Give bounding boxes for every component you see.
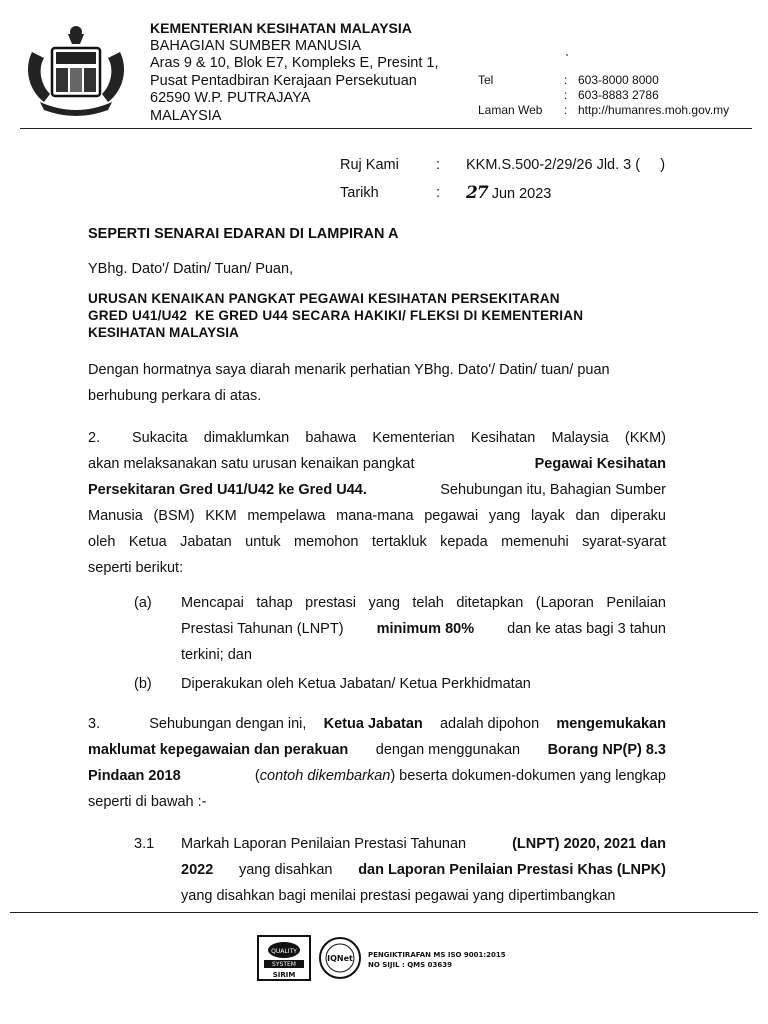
item-a-label: (a) [134,595,152,611]
tel-row-2 [478,88,729,103]
p2-line: oleh Ketua Jabatan untuk memohon tertakluk kepada memenuhi syarat-syarat [88,534,666,550]
subject-line: KESIHATAN MALAYSIA [88,325,239,340]
tarikh-row [340,179,665,208]
p2-line: akan melaksanakan satu urusan kenaikan pangkat Pegawai Kesihatan [88,456,666,472]
footer-divider [10,912,758,913]
colon: : [436,185,441,201]
paragraph-number: 3. [88,716,101,732]
paragraph-3 [88,711,666,815]
web-url-link[interactable]: http://humanres.moh.gov.my [578,103,730,117]
web-row [478,103,729,118]
reference-block [340,151,665,208]
logo-quality-text: QUALITY [271,948,297,955]
ministry-name: KEMENTERIAN KESIHATAN MALAYSIA [150,20,412,36]
item-3-1-number: 3.1 [134,836,155,852]
tel-value-2: 603-8883 2786 [578,88,659,102]
item-3-1-text: Markah Laporan Penilaian Prestasi Tahunan (LNPT) 2020, 2021 dan 2022 yang disahkan dan Laporan Penilaian Prestasi Khas (LNPK) yang disahkan bagi menilai prestasi pegawai yang dipertimbangkan [181,836,666,904]
address-line: Pusat Pentadbiran Kerajaan Persekutuan [150,72,417,89]
salutation: YBhg. Dato'/ Datin/ Tuan/ Puan, [88,261,294,277]
p2-line: Manusia (BSM) KKM mempelawa mana-mana pegawai yang layak dan diperaku [88,508,666,524]
logo-system-text: SYSTEM [272,961,296,968]
p2-line: Persekitaran Gred U41/U42 ke Gred U44. Sehubungan itu, Bahagian Sumber [88,482,666,498]
subject-line: GRED U41/U42 KE GRED U44 SECARA HAKIKI/ FLEKSI DI KEMENTERIAN [88,308,584,323]
colon: : [564,73,568,87]
ruj-row [340,151,665,179]
paragraph-2 [88,425,666,581]
tarikh-label: Tarikh [340,185,379,201]
subject-line: URUSAN KENAIKAN PANGKAT PEGAWAI KESIHATAN PERSEKITARAN [88,291,560,306]
item-a-text: Mencapai tahap prestasi yang telah ditetapkan (Laporan Penilaian Prestasi Tahunan (LNPT) minimum 80% dan ke atas bagi 3 tahun terkini; dan [181,595,666,663]
logo-iqnet-text: IQNet [327,954,353,963]
p3-line: 3. Sehubungan dengan ini, Ketua Jabatan adalah dipohon mengemukakan [88,711,666,737]
tel-label: Tel [478,73,494,87]
ruj-label: Ruj Kami [340,157,399,173]
tel-value-1: 603-8000 8000 [578,73,659,87]
division-name: BAHAGIAN SUMBER MANUSIA [150,37,362,54]
cert-line: NO SIJIL : QMS 03639 [368,961,452,969]
p3-line: maklumat kepegawaian dan perakuan dengan menggunakan Borang NP(P) 8.3 [88,742,666,758]
tel-row [478,73,729,88]
address-line: Aras 9 & 10, Blok E7, Kompleks E, Presint 1, [150,55,439,72]
colon: : [564,88,568,102]
p3-line: Pindaan 2018 (contoh dikembarkan) beserta dokumen-dokumen yang lengkap [88,768,666,784]
tarikh-value [466,179,551,208]
web-label: Laman Web [478,103,543,117]
certification-logos [256,934,368,984]
p2-line: 2. Sukacita dimaklumkan bahawa Kementerian Kesihatan Malaysia (KKM) [88,425,666,451]
colon: : [564,103,568,117]
tarikh-month-year: Jun 2023 [491,186,552,202]
malaysia-coat-of-arms-logo [22,22,130,118]
p2-line: seperti berikut: [88,560,184,576]
logo-sirim-text: SIRIM [272,971,296,979]
paragraph-number: 2. [88,430,101,446]
p3-line: seperti di bawah :- [88,794,207,810]
scan-speck [566,54,568,56]
organisation-address [150,20,439,126]
recipient-line: SEPERTI SENARAI EDARAN DI LAMPIRAN A [88,226,399,242]
handwritten-day: 27 [466,183,488,203]
header-divider [20,128,752,129]
cert-line: PENGIKTIRAFAN MS ISO 9001:2015 [368,951,506,959]
address-line: MALAYSIA [150,107,222,124]
letter-subject [88,290,666,341]
intro-line: berhubung perkara di atas. [88,388,262,404]
item-b-text: Diperakukan oleh Ketua Jabatan/ Ketua Perkhidmatan [181,676,531,692]
intro-paragraph [88,357,666,409]
certification-text [368,950,506,970]
ruj-value: KKM.S.500-2/29/26 Jld. 3 ( ) [466,157,666,173]
address-line: 62590 W.P. PUTRAJAYA [150,90,311,107]
intro-line: Dengan hormatnya saya diarah menarik perhatian YBhg. Dato'/ Datin/ tuan/ puan [88,362,610,378]
colon: : [436,157,441,173]
contact-info [478,73,729,118]
item-b-label: (b) [134,676,152,692]
